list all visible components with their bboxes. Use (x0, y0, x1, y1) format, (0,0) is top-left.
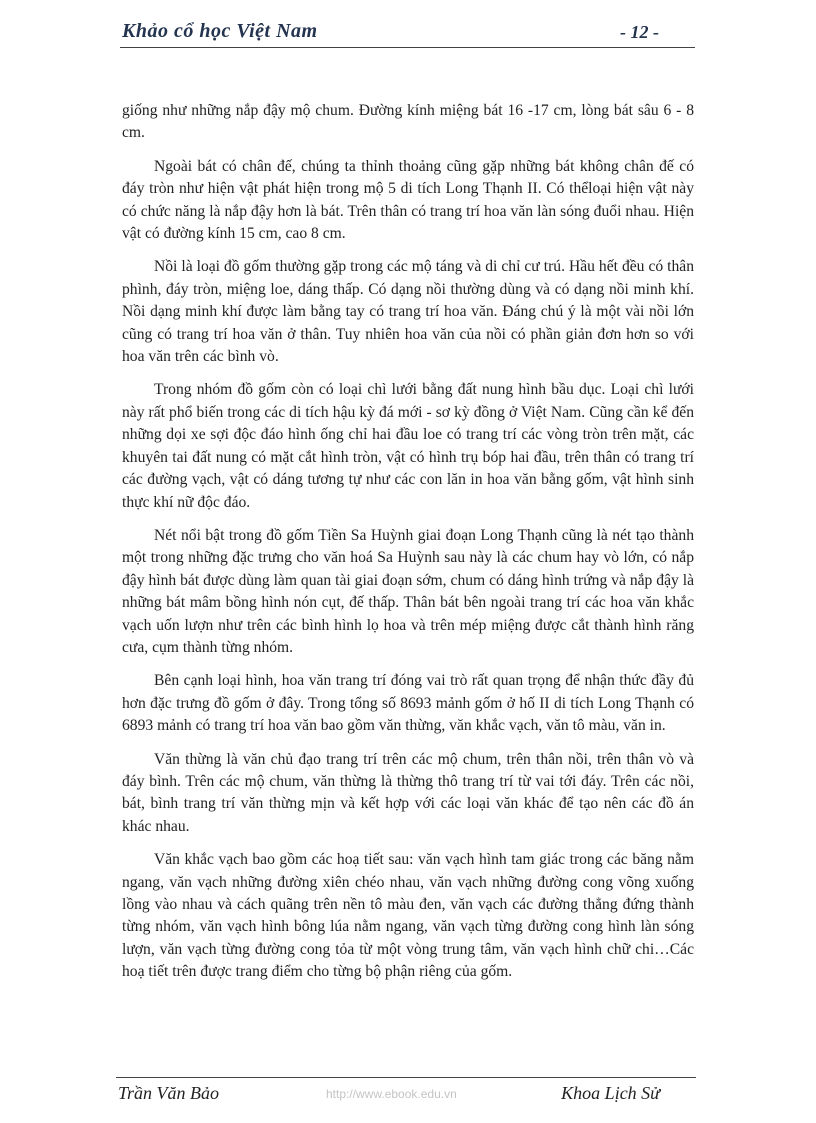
paragraph: Trong nhóm đồ gốm còn có loại chì lưới bằng đất nung hình bầu dục. Loại chì lưới này rất phổ biến trong các di tích hậu kỳ đá mới - sơ kỳ đồng ở Việt Nam. Cũng cần kể đến những dọi xe sợi độc đáo hình ống chỉ hai đầu loe có trang trí các vòng tròn trên mặt, các khuyên tai đất nung có mặt cắt hình tròn, vật có hình trụ bóp hai đầu, trên thân có trang trí các đường vạch, vật có dáng tương tự như các con lăn in hoa văn bằng gốm, vật hình sinh thực khí nữ độc đáo. (122, 381, 694, 511)
paragraph: Nét nổi bật trong đồ gốm Tiền Sa Huỳnh giai đoạn Long Thạnh cũng là nét tạo thành một trong những đặc trưng cho văn hoá Sa Huỳnh sau này là các chum hay vò lớn, có nắp đậy hình bát được dùng làm quan tài giai đoạn sớm, chum có dáng hình trứng và nắp đậy là những bát mâm bồng hình nón cụt, đế thấp. Thân bát bên ngoài trang trí các hoa văn khắc vạch uốn lượn như trên các bình hình lọ hoa và trên mép miệng được cắt thành hình răng cưa, cụm thành từng nhóm. (122, 526, 694, 656)
paragraph: Văn khắc vạch bao gồm các hoạ tiết sau: văn vạch hình tam giác trong các băng nằm ngang, văn vạch những đường xiên chéo nhau, văn vạch những đường cong võng xuống lồng vào nhau và cách quãng trên nền tô màu đen, văn vạch các đường thẳng đứng thành từng nhóm, văn vạch hình bông lúa nằm ngang, văn vạch từng đường cong hình làn sóng lượn, văn vạch từng đường cong tỏa từ một vòng trung tâm, văn vạch hình chữ chi…Các hoạ tiết trên được trang điểm cho từng bộ phận riêng của gốm. (122, 851, 694, 981)
department-name: Khoa Lịch Sử (561, 1083, 660, 1103)
footer-divider (116, 1077, 696, 1078)
document-body (122, 100, 694, 995)
paragraph: Nồi là loại đồ gốm thường gặp trong các mộ táng và di chỉ cư trú. Hầu hết đều có thân phình, đáy tròn, miệng loe, dáng thấp. Có dạng nồi thường dùng và có dạng nồi minh khí. Nồi dạng minh khí được làm bằng tay có trang trí hoa văn. Đáng chú ý là một vài nồi lớn cũng có trang trí hoa văn ở thân. Tuy nhiên hoa văn của nồi có phần giản đơn hơn so với hoa văn trên các bình vò. (122, 258, 694, 366)
page-header (120, 20, 695, 48)
paragraph: giống như những nắp đậy mộ chum. Đường kính miệng bát 16 -17 cm, lòng bát sâu 6 - 8 cm. (122, 102, 694, 142)
paragraph: Văn thừng là văn chủ đạo trang trí trên các mộ chum, trên thân nồi, trên thân vò và đáy bình. Trên các mộ chum, văn thừng là thừng thô trang trí từ vai tới đáy. Trên các nồi, bát, bình trang trí văn thừng mịn và kết hợp với các loại văn khác để tạo nên các đồ án khác nhau. (122, 750, 694, 835)
paragraph: Bên cạnh loại hình, hoa văn trang trí đóng vai trò rất quan trọng để nhận thức đầy đủ hơn đặc trưng đồ gốm ở đây. Trong tổng số 8693 mảnh gốm ở hố II di tích Long Thạnh có 6893 mảnh có trang trí hoa văn bao gồm văn thừng, văn khắc vạch, văn tô màu, văn in. (122, 672, 694, 735)
author-name: Trần Văn Bảo (118, 1083, 220, 1103)
header-divider (120, 47, 695, 48)
watermark-url[interactable]: http://www.ebook.edu.vn (326, 1087, 457, 1101)
book-title: Khảo cổ học Việt Nam (122, 20, 318, 42)
page-footer (116, 1077, 696, 1107)
page-number: - 12 - (620, 22, 659, 42)
paragraph: Ngoài bát có chân đế, chúng ta thỉnh thoảng cũng gặp những bát không chân đế có đáy tròn như hiện vật phát hiện trong mộ 5 di tích Long Thạnh II. Có thểloại hiện vật này có chức năng là nắp đậy hơn là bát. Trên thân có trang trí hoa văn làn sóng đuổi nhau. Hiện vật có đường kính 15 cm, cao 8 cm. (122, 157, 694, 243)
